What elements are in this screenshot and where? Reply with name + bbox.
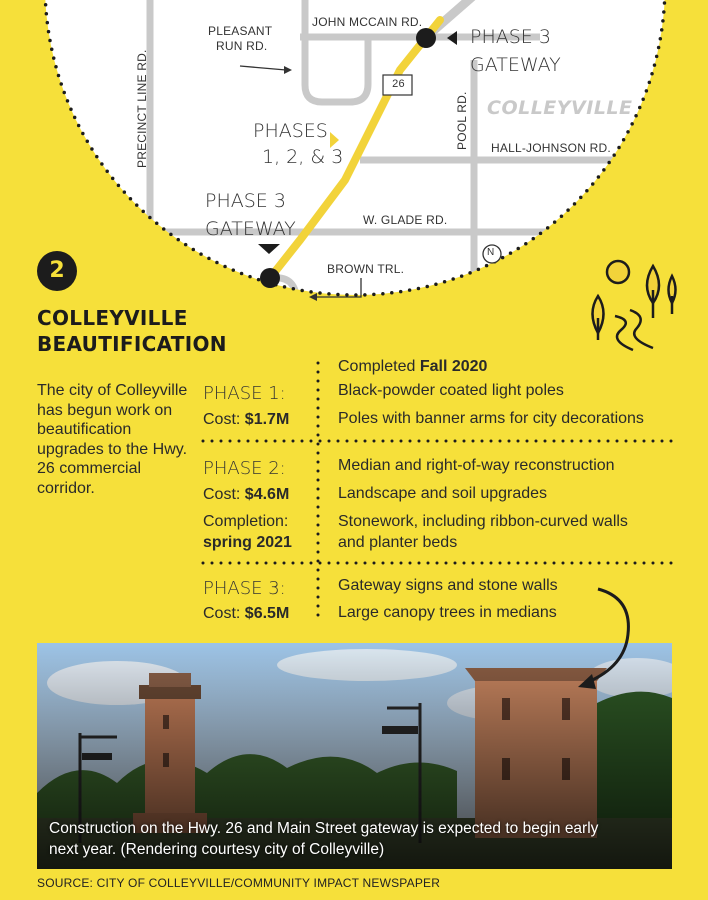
phase2-cost-label: Cost:	[203, 486, 241, 503]
phase1-cost-label: Cost:	[203, 411, 241, 428]
phase1-item-1: Black-powder coated light poles	[338, 382, 564, 399]
road-label-pleasant-run-2: RUN RD.	[216, 39, 268, 53]
map-city-label: COLLEYVILLE	[487, 97, 633, 119]
road-label-precinct-line: PRECINCT LINE RD.	[135, 49, 149, 168]
photo-caption-line1: Construction on the Hwy. 26 and Main Street gateway is expected to begin early	[49, 820, 599, 837]
phase3-cost	[203, 605, 289, 623]
phase3-gateway-bottom-line2: GATEWAY	[205, 218, 296, 240]
phase3-gateway-top-line1: PHASE 3	[470, 26, 551, 48]
headline-line2: BEAUTIFICATION	[37, 332, 227, 356]
phase2-item-3b: and planter beds	[338, 534, 458, 551]
north-label: N	[487, 247, 495, 258]
phase3-item-2: Large canopy trees in medians	[338, 604, 557, 621]
road-label-w-glade: W. GLADE RD.	[363, 213, 448, 227]
hwy-shield-number: 26	[392, 78, 405, 90]
photo-caption-line2: next year. (Rendering courtesy city of Colleyville)	[49, 841, 385, 858]
phase1-name: PHASE 1:	[203, 383, 286, 404]
phase3-cost-value: $6.5M	[244, 605, 290, 622]
road-label-pleasant-run-1: PLEASANT	[208, 24, 273, 38]
phase3-name: PHASE 3:	[203, 578, 286, 599]
phase1-status	[338, 357, 487, 377]
phase1-cost	[203, 411, 289, 429]
step-number-badge: 2	[37, 251, 77, 291]
curved-arrow-icon	[570, 586, 640, 696]
headline-line1: COLLEYVILLE	[37, 306, 188, 330]
phase1-cost-value: $1.7M	[244, 411, 290, 428]
phases-label-line2: 1, 2, & 3	[262, 146, 344, 168]
source-credit: SOURCE: CITY OF COLLEYVILLE/COMMUNITY IMPACT NEWSPAPER	[37, 876, 441, 890]
road-label-pool: POOL RD.	[455, 91, 469, 150]
phase2-item-3: Stonework, including ribbon-curved walls	[338, 513, 628, 530]
phase3-gateway-bottom-line1: PHASE 3	[205, 190, 286, 212]
phase2-item-1: Median and right-of-way reconstruction	[338, 457, 615, 474]
phase2-completion-label: Completion:	[203, 513, 289, 530]
phase2-completion-value: spring 2021	[203, 534, 292, 551]
phase1-status-value: Fall 2020	[419, 358, 488, 375]
phase1-item-2: Poles with banner arms for city decorations	[338, 410, 644, 427]
intro-text: The city of Colleyville has begun work on beautification upgrades to the Hwy. 26 commercial corridor.	[37, 382, 188, 497]
phase2-item-2: Landscape and soil upgrades	[338, 485, 548, 502]
phase2-cost	[203, 486, 289, 504]
photo-caption	[49, 818, 669, 860]
phase2-cost-value: $4.6M	[244, 486, 290, 503]
road-label-hall-johnson: HALL-JOHNSON RD.	[491, 141, 611, 155]
phase3-cost-label: Cost:	[203, 605, 241, 622]
road-label-brown-trl: BROWN TRL.	[327, 262, 405, 276]
phase1-status-prefix: Completed	[338, 358, 416, 375]
phase3-gateway-top-line2: GATEWAY	[470, 54, 561, 76]
phases-label-line1: PHASES	[253, 120, 328, 142]
phase2-name: PHASE 2:	[203, 458, 286, 479]
road-label-john-mccain: JOHN MCCAIN RD.	[312, 15, 423, 29]
phase3-item-1: Gateway signs and stone walls	[338, 577, 558, 594]
